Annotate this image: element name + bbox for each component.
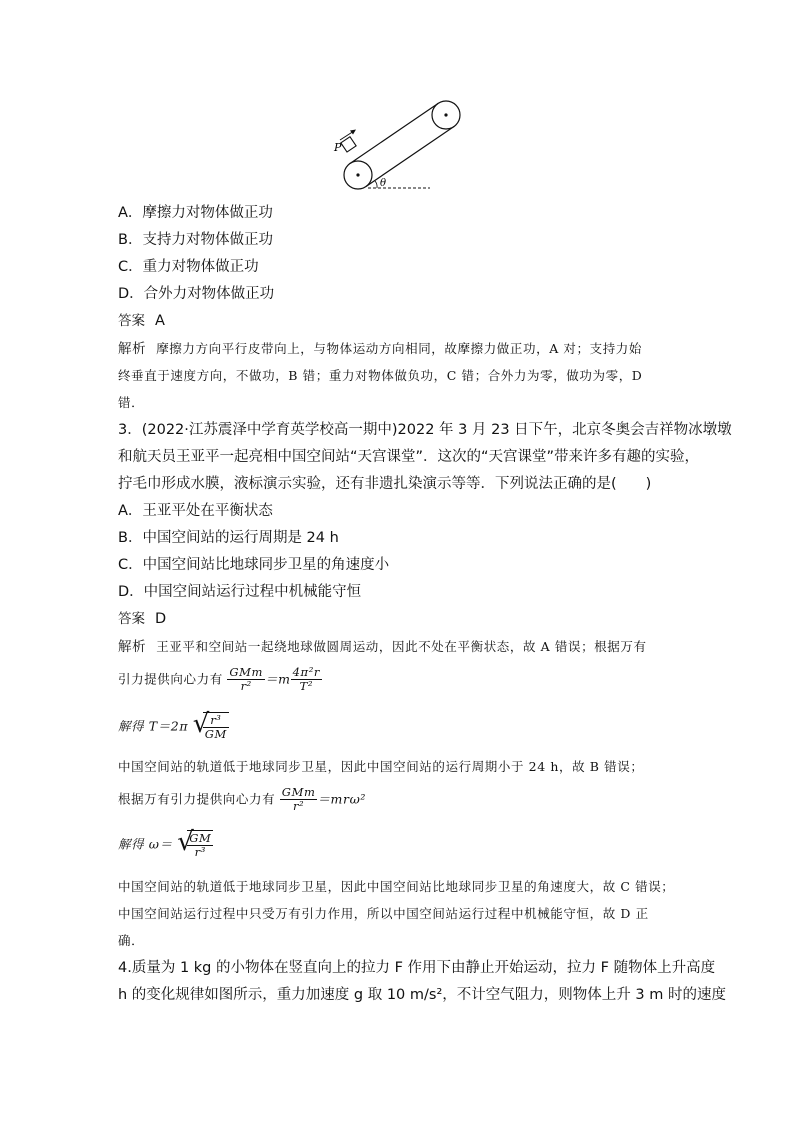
q3-option-b: B．中国空间站的运行周期是 24 h	[118, 530, 339, 546]
q3-option-d: D．中国空间站运行过程中机械能守恒	[118, 584, 362, 600]
q3-stem-line2: 和航天员王亚平一起亮相中国空间站“天宫课堂”．这次的“天宫课堂”带来许多有趣的实验，	[118, 449, 700, 465]
q3-analysis-period-solution: 解得 T＝2π √ $\frac{\text{r³}}{GM}$	[118, 709, 227, 741]
q2-option-b: B．支持力对物体做正功	[118, 232, 273, 248]
belt-upper	[350, 104, 438, 164]
block-P	[341, 137, 356, 152]
answer-label: 答案	[118, 611, 145, 627]
q2-answer	[118, 311, 165, 331]
analysis-label: 解析	[118, 341, 147, 357]
q3-analysis-omega-solution: 解得 ω＝ √ $\frac{GM}{\text{r³}}$	[118, 827, 212, 859]
q3-stem-line3: 拧毛巾形成水膜，液标演示实验，还有非遗扎染演示等等．下列说法正确的是( )	[118, 476, 652, 492]
q3-option-c: C．中国空间站比地球同步卫星的角速度小	[118, 557, 390, 573]
q2-option-a: A．摩擦力对物体做正功	[118, 205, 273, 221]
sqrt-r3-gm: √ $\frac{\text{r³}}{GM}$	[192, 709, 227, 741]
answer-value: D	[155, 611, 167, 627]
q3-option-a: A．王亚平处在平衡状态	[118, 503, 273, 519]
conveyor-belt-figure	[330, 95, 470, 195]
q3-answer	[118, 609, 166, 629]
fraction-4pi2r-t2: $\frac{\text{4π²r}}{\text{T²}}$	[292, 665, 321, 693]
label-theta: θ	[380, 178, 387, 189]
fraction-gmm-r2: $\frac{\text{GMm}}{\text{r²}}$	[229, 665, 264, 693]
q3-analysis-angular-eq: 根据万有引力提供向心力有 $\frac{\text{GMm}}{\text{r²}}$ ＝mrω²	[118, 785, 366, 813]
answer-value: A	[155, 313, 165, 329]
q2-analysis-line3: 错．	[118, 395, 145, 410]
q3-analysis-line7: 中国空间站的轨道低于地球同步卫星，因此中国空间站比地球同步卫星的角速度大，故 C 错误；	[118, 879, 675, 894]
q4-stem-line1: 4.质量为 1 kg 的小物体在竖直向上的拉力 F 作用下由静止开始运动，拉力 F 随物体上升高度	[118, 960, 716, 976]
q3-analysis-line4: 中国空间站的轨道低于地球同步卫星，因此中国空间站的运行周期小于 24 h，故 B 错误；	[118, 759, 644, 774]
q3-stem-line1: 3．(2022·江苏震泽中学育英学校高一期中)2022 年 3 月 23 日下午，北京冬奥会吉祥物冰墩墩	[118, 422, 732, 438]
q3-analysis-line1: 解析 王亚平和空间站一起绕地球做圆周运动，因此不处在平衡状态，故 A 错误；根据万有	[118, 639, 647, 655]
q3-analysis-line8: 中国空间站运行过程中只受万有引力作用，所以中国空间站运行过程中机械能守恒，故 D 正	[118, 906, 649, 921]
q3-analysis-gravitation-eq: 引力提供向心力有 $\frac{\text{GMm}}{\text{r²}}$ ＝m $\frac{\text{4π²r}}{\text{T²}}$	[118, 665, 321, 693]
q4-stem-line2: h 的变化规律如图所示，重力加速度 g 取 10 m/s²，不计空气阻力，则物体上升 3 m 时的速度	[118, 987, 726, 1003]
q3-analysis-line9: 确．	[118, 933, 145, 948]
answer-label: 答案	[118, 313, 145, 329]
fraction-gmm-r2-2: $\frac{\text{GMm}}{\text{r²}}$	[281, 785, 316, 813]
sqrt-gm-r3: √ $\frac{GM}{\text{r³}}$	[177, 827, 212, 859]
analysis-label: 解析	[118, 639, 147, 655]
q2-option-d: D．合外力对物体做正功	[118, 286, 275, 302]
q2-analysis-line1: 解析 摩擦力方向平行皮带向上，与物体运动方向相同，故摩擦力做正功，A 对；支持力始	[118, 341, 643, 357]
q2-analysis-line2: 终垂直于速度方向，不做功，B 错；重力对物体做负功，C 错；合外力为零，做功为零，D	[118, 368, 643, 383]
label-P: P	[334, 141, 342, 154]
q2-option-c: C．重力对物体做正功	[118, 259, 259, 275]
